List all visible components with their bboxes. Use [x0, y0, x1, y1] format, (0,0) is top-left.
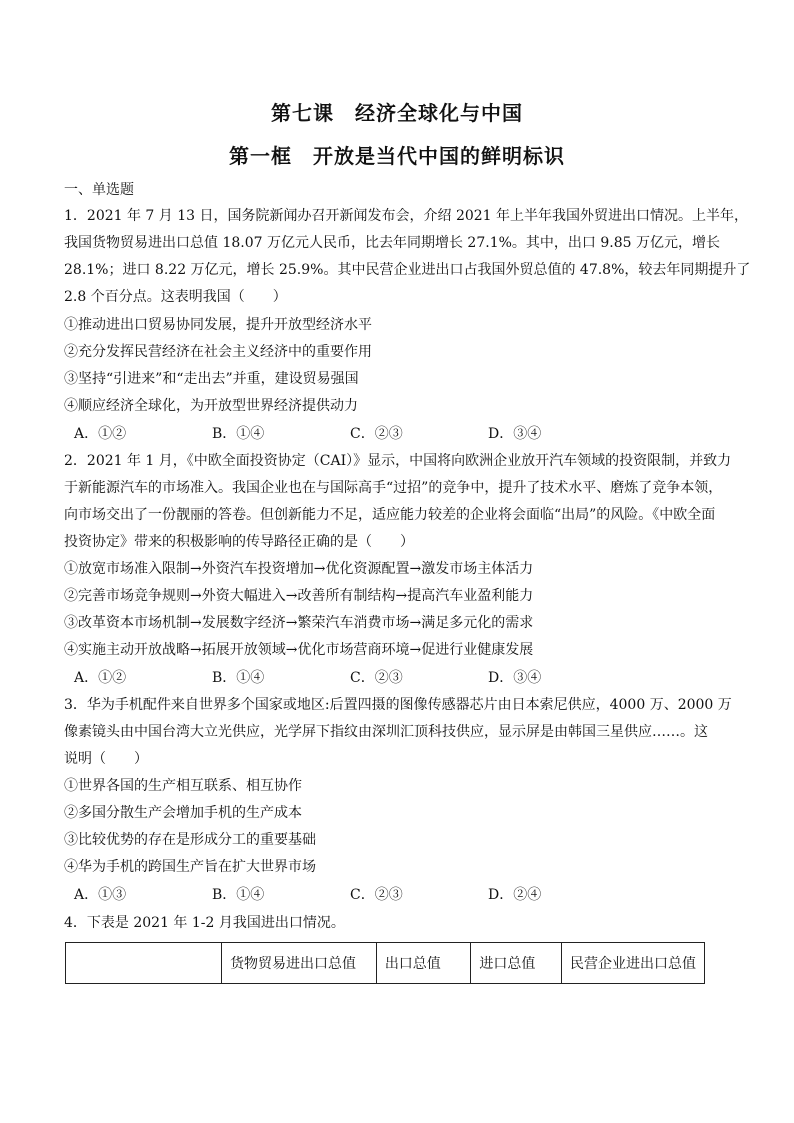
section-title: 第一框 开放是当代中国的鲜明标识 — [229, 144, 565, 168]
table-header-cell: 货物贸易进出口总值 — [222, 943, 377, 984]
q2-option-d[interactable]: D．③④ — [488, 670, 542, 686]
q2-option-b[interactable]: B．①④ — [212, 670, 265, 686]
table-header-row — [66, 943, 705, 984]
q3-item: ④华为手机的跨国生产旨在扩大世界市场 — [64, 859, 316, 875]
q2-item: ①放宽市场准入限制→外资汽车投资增加→优化资源配置→激发市场主体活力 — [64, 561, 534, 577]
q1-option-c[interactable]: C．②③ — [350, 426, 403, 442]
q3-stem-line: 说明（ ） — [64, 751, 148, 767]
q3-stem-line: 像素镜头由中国台湾大立光供应，光学屏下指纹由深圳汇顶科技供应，显示屏是由韩国三星供应……。这 — [64, 724, 708, 740]
q3-item: ③比较优势的存在是形成分工的重要基础 — [64, 832, 316, 848]
q1-stem-line: 2.8 个百分点。这表明我国（ ） — [64, 289, 287, 305]
q2-stem-line: 投资协定》带来的积极影响的传导路径正确的是（ ） — [64, 534, 414, 550]
q1-option-b[interactable]: B．①④ — [212, 426, 265, 442]
q1-item: ③坚持“引进来”和“走出去”并重，建设贸易强国 — [64, 371, 359, 387]
q1-item: ②充分发挥民营经济在社会主义经济中的重要作用 — [64, 344, 372, 360]
q4-stem-line: 4．下表是 2021 年 1-2 月我国进出口情况。 — [64, 915, 345, 931]
q1-option-d[interactable]: D．③④ — [488, 426, 542, 442]
q2-stem-line: 向市场交出了一份靓丽的答卷。但创新能力不足，适应能力较差的企业将会面临“出局”的风险。《中欧全面 — [64, 507, 716, 523]
q3-item: ①世界各国的生产相互联系、相互协作 — [64, 778, 302, 794]
q2-item: ④实施主动开放战略→拓展开放领域→优化市场营商环境→促进行业健康发展 — [64, 642, 534, 658]
q3-item: ②多国分散生产会增加手机的生产成本 — [64, 805, 302, 821]
q2-option-a[interactable]: A．①② — [74, 670, 127, 686]
q2-option-c[interactable]: C．②③ — [350, 670, 403, 686]
q3-stem-line: 3．华为手机配件来自世界多个国家或地区:后置四摄的图像传感器芯片由日本索尼供应，4000 万、2000 万 — [64, 697, 732, 713]
section-label: 一、单选题 — [64, 182, 134, 198]
q2-stem-line: 2．2021 年 1 月，《中欧全面投资协定（CAI）》显示，中国将向欧洲企业放开汽车领域的投资限制，并致力 — [64, 453, 732, 469]
trade-table — [65, 942, 705, 984]
q2-item: ③改革资本市场机制→发展数字经济→繁荣汽车消费市场→满足多元化的需求 — [64, 615, 534, 631]
q1-stem-line: 1．2021 年 7 月 13 日，国务院新闻办召开新闻发布会，介绍 2021 年上半年我国外贸进出口情况。上半年， — [64, 208, 749, 224]
q1-item: ①推动进出口贸易协同发展，提升开放型经济水平 — [64, 317, 372, 333]
table-header-cell: 民营企业进出口总值 — [562, 943, 705, 984]
q1-option-a[interactable]: A．①② — [74, 426, 127, 442]
q1-stem-line: 28.1%；进口 8.22 万亿元，增长 25.9%。其中民营企业进出口占我国外贸总值的 47.8%，较去年同期提升了 — [64, 262, 751, 278]
q3-option-a[interactable]: A．①③ — [74, 887, 127, 903]
table-header-cell: 出口总值 — [376, 943, 471, 984]
q3-option-d[interactable]: D．②④ — [488, 887, 542, 903]
lesson-title: 第七课 经济全球化与中国 — [271, 101, 523, 125]
q1-stem-line: 我国货物贸易进出口总值 18.07 万亿元人民币，比去年同期增长 27.1%。其中，出口 9.85 万亿元，增长 — [64, 235, 720, 251]
q1-item: ④顺应经济全球化，为开放型世界经济提供动力 — [64, 398, 358, 414]
q3-option-c[interactable]: C．②③ — [350, 887, 403, 903]
q2-stem-line: 于新能源汽车的市场准入。我国企业也在与国际高手“过招”的竞争中，提升了技术水平、磨炼了竞争本领， — [64, 480, 723, 496]
table-header-cell: 进口总值 — [471, 943, 562, 984]
table-header-cell — [66, 943, 222, 984]
q2-item: ②完善市场竞争规则→外资大幅进入→改善所有制结构→提高汽车业盈利能力 — [64, 588, 534, 604]
q3-option-b[interactable]: B．①④ — [212, 887, 265, 903]
